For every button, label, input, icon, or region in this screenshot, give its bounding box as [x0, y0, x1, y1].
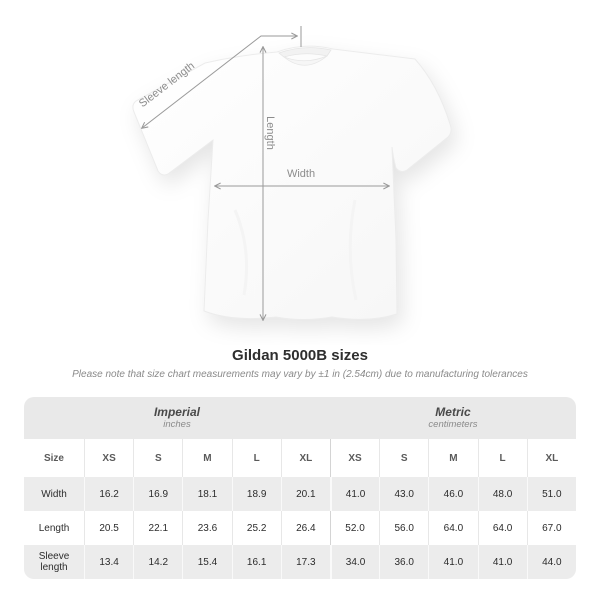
- size-xl-metric: XL: [527, 439, 576, 477]
- cell: 15.4: [182, 545, 231, 579]
- cell: 67.0: [527, 511, 576, 545]
- page-title: Gildan 5000B sizes: [232, 347, 368, 364]
- cell: 13.4: [84, 545, 133, 579]
- metric-unit: centimeters: [428, 419, 478, 430]
- size-s-imperial: S: [133, 439, 182, 477]
- imperial-label: Imperial: [153, 405, 200, 419]
- cell: 23.6: [182, 511, 231, 545]
- cell: 44.0: [527, 545, 576, 579]
- cell: 22.1: [133, 511, 182, 545]
- cell: 26.4: [281, 511, 330, 545]
- size-column-header: Size: [24, 439, 84, 477]
- length-label: Length: [264, 116, 276, 150]
- cell: 48.0: [478, 477, 527, 511]
- sleeve-length-label: Sleeve length: [136, 59, 198, 111]
- cell: 16.2: [84, 477, 133, 511]
- size-l-metric: L: [478, 439, 527, 477]
- table-row-sleeve-length: [24, 545, 576, 579]
- cell: 18.1: [182, 477, 231, 511]
- tshirt-image: [133, 46, 451, 319]
- table-row-width: [24, 477, 576, 511]
- cell: 16.9: [133, 477, 182, 511]
- table-row-length: [24, 511, 576, 545]
- cell: 34.0: [330, 545, 379, 579]
- cell: 36.0: [379, 545, 428, 579]
- size-l-imperial: L: [232, 439, 281, 477]
- cell: 52.0: [330, 511, 379, 545]
- row-label-width: Width: [41, 488, 67, 500]
- cell: 64.0: [478, 511, 527, 545]
- size-xs-imperial: XS: [84, 439, 133, 477]
- cell: 17.3: [281, 545, 330, 579]
- cell: 25.2: [232, 511, 281, 545]
- size-m-imperial: M: [182, 439, 231, 477]
- unit-group-row: [24, 397, 576, 439]
- size-chart-table: [24, 397, 576, 579]
- size-xl-imperial: XL: [281, 439, 330, 477]
- metric-label: Metric: [435, 405, 471, 419]
- size-m-metric: M: [428, 439, 477, 477]
- row-label-sleeve-length: Sleeve length: [38, 551, 70, 573]
- cell: 56.0: [379, 511, 428, 545]
- cell: 20.1: [281, 477, 330, 511]
- imperial-unit: inches: [163, 419, 191, 430]
- tolerance-note: Please note that size chart measurements may vary by ±1 in (2.54cm) due to manufacturing tolerances: [72, 369, 528, 380]
- cell: 20.5: [84, 511, 133, 545]
- cell: 41.0: [478, 545, 527, 579]
- metric-group-header: [330, 397, 576, 439]
- imperial-group-header: [24, 397, 330, 439]
- cell: 46.0: [428, 477, 477, 511]
- cell: 16.1: [232, 545, 281, 579]
- size-s-metric: S: [379, 439, 428, 477]
- row-label-length: Length: [38, 522, 70, 534]
- cell: 51.0: [527, 477, 576, 511]
- cell: 18.9: [232, 477, 281, 511]
- size-xs-metric: XS: [330, 439, 379, 477]
- cell: 14.2: [133, 545, 182, 579]
- width-label: Width: [286, 168, 316, 180]
- size-header-row: [24, 439, 576, 477]
- cell: 41.0: [428, 545, 477, 579]
- cell: 41.0: [330, 477, 379, 511]
- cell: 43.0: [379, 477, 428, 511]
- cell: 64.0: [428, 511, 477, 545]
